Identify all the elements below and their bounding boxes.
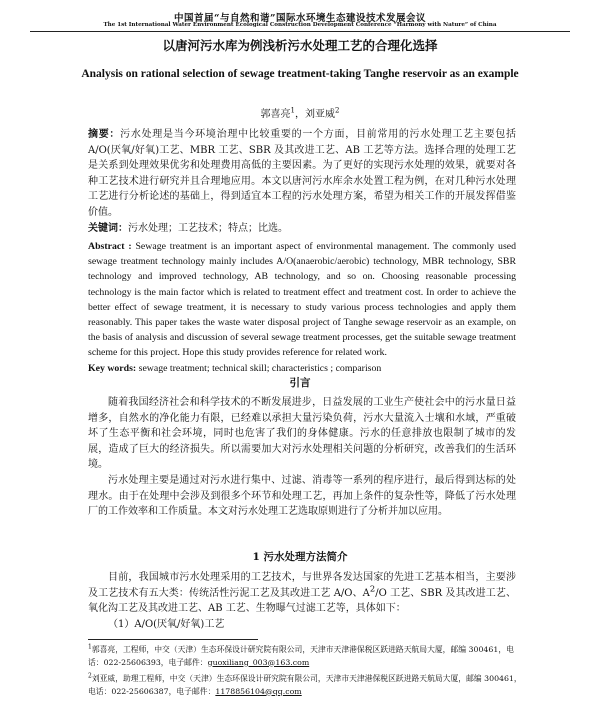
- section-1-paragraph-1: [88, 570, 516, 617]
- footnote-2-mark: 2: [88, 672, 92, 680]
- keywords-en: sewage treatment; technical skill; characteristics ; comparison: [138, 362, 382, 374]
- intro-paragraph-1: 随着我国经济社会和科学技术的不断发展进步，日益发展的工业生产使社会中的污水量日益增多，自然水的净化能力有限，已经难以承担大量污染负荷，污水大量流入士壤和水域，严重破坏了生态平衡和社会环境，同时也危害了我们的身体健康。污水的任意排放也限制了城市的发展，造成了巨大的经济损失。所以需要加大对污水处理相关问题的分析研究，改善我们的生活环境。: [88, 397, 516, 471]
- section-1-text-b: /O 工艺、SBR 及其改进工艺、氧化沟工艺及其改进工艺、AB 工艺、生物曝气过滤工艺等，具体如下：: [88, 587, 516, 615]
- intro-body: [88, 395, 516, 520]
- abstract-en-text: Sewage treatment is an important aspect of environmental management. The commonly used sewage treatment technology mainly includes A/O(anaerobic/aerobic) technology, MBR technology, SBR technology and improved technology, AB technology, and so on. Choosing reasonable processing technology is the main factor which is related to treatment effect and treatment cost. In order to achieve the better effect of sewage treatment, it is necessary to study various process technologies and apply them reasonably. This paper takes the waste water disposal project of Tanghe sewage reservoir as an example, on the basis of analysis and discussion of several sewage treatment processes, get the suitable sewage treatment scheme for this project. Hope this study provides reference for related work.: [88, 241, 516, 359]
- abstract-cn: [88, 127, 516, 236]
- footnote-divider: [88, 639, 258, 640]
- author-2: 刘亚威: [305, 109, 335, 120]
- section-1-item-1: （1）A/O(厌氧/好氧)工艺: [108, 618, 225, 630]
- footnote-1-email-link[interactable]: guoxiliang_003@163.com: [207, 657, 310, 667]
- paper-title-cn: 以唐河污水库为例浅析污水处理工艺的合理化选择: [162, 38, 438, 53]
- conference-header-cn: 中国首届“与自然和谐”国际水环境生态建设技术发展会议: [174, 13, 426, 24]
- section-1-superscript: 2: [369, 583, 376, 594]
- author-1: 郭喜亮: [260, 109, 291, 120]
- footnote-1-text: 郭喜亮，工程师，中交（天津）生态环保设计研究院有限公司，天津市天津港保税区跃进路天航局大厦，邮编 300461，电话：022-25606393，电子邮件：: [88, 645, 514, 667]
- paper-title-en: Analysis on rational selection of sewage treatment-taking Tanghe reservoir as an example: [81, 68, 519, 80]
- abstract-en-label: Abstract :: [88, 241, 132, 252]
- author-separator: ，: [295, 109, 305, 120]
- abstract-cn-text: 污水处理是当今环境治理中比较重要的一个方面，目前常用的污水处理工艺主要包括 A/O(厌氧/好氧)工艺、MBR 工艺、SBR 及其改进工艺、AB 工艺等方法。选择合理的处理工艺是关系到处理效果优劣和处理费用高低的主要因素。为了更好的实现污水处理的效果，就要对各种工艺技术进行研究并且合理地应用。本文以唐河污水库余水处置工程为例，在对几种污水处理工艺进行分析论述的基础上，得到适宜本工程的污水处理方案，希望为相关工作的开展发挥借鉴价值。: [88, 129, 517, 218]
- author-1-mark: 1: [290, 106, 295, 115]
- footnote-1: [88, 644, 528, 669]
- keywords-cn-label: 关键词：: [88, 222, 128, 234]
- section-1-heading: 1 污水处理方法简介: [252, 551, 348, 563]
- footnote-1-mark: 1: [88, 643, 92, 651]
- conference-header-en: The 1st International Water Environment Ecological Construction Development Conference “Harmony with Nature” of China: [103, 22, 497, 28]
- section-1-body: [88, 570, 516, 632]
- abstract-en: [88, 239, 516, 376]
- keywords-en-label: Key words:: [88, 362, 137, 374]
- authors: [0, 105, 600, 120]
- abstract-cn-label: 摘要：: [88, 129, 121, 140]
- header-divider: [30, 31, 570, 32]
- section-1-text-a: 目前，我国城市污水处理采用的工艺技术，与世界各发达国家的先进工艺基本相当，主要涉及工艺技术有五大类：传统活性污泥工艺及其改进工艺 A/O、A: [88, 572, 516, 599]
- footnote-2-email-link[interactable]: 1178856104@qq.com: [215, 686, 302, 696]
- intro-heading: 引言: [289, 377, 311, 389]
- keywords-cn: 污水处理；工艺技术；特点；比选。: [128, 222, 288, 234]
- intro-paragraph-2: 污水处理主要是通过对污水进行集中、过滤、消毒等一系列的程序进行，最后得到达标的处理水。由于在处理中会涉及到很多个环节和处理工艺，再加上条件的复杂性等，降低了污水处理厂的工作效率和工作质量。本文对污水处理工艺选取原则进行了分析并加以应用。: [88, 474, 516, 518]
- author-2-mark: 2: [335, 106, 340, 115]
- footnote-2-text: 刘亚威，助理工程师，中交（天津）生态环保设计研究院有限公司，天津市天津港保税区跃进路天航局大厦，邮编 300461，电话：022-25606387，电子邮件：: [88, 674, 522, 696]
- footnote-2: [88, 673, 528, 698]
